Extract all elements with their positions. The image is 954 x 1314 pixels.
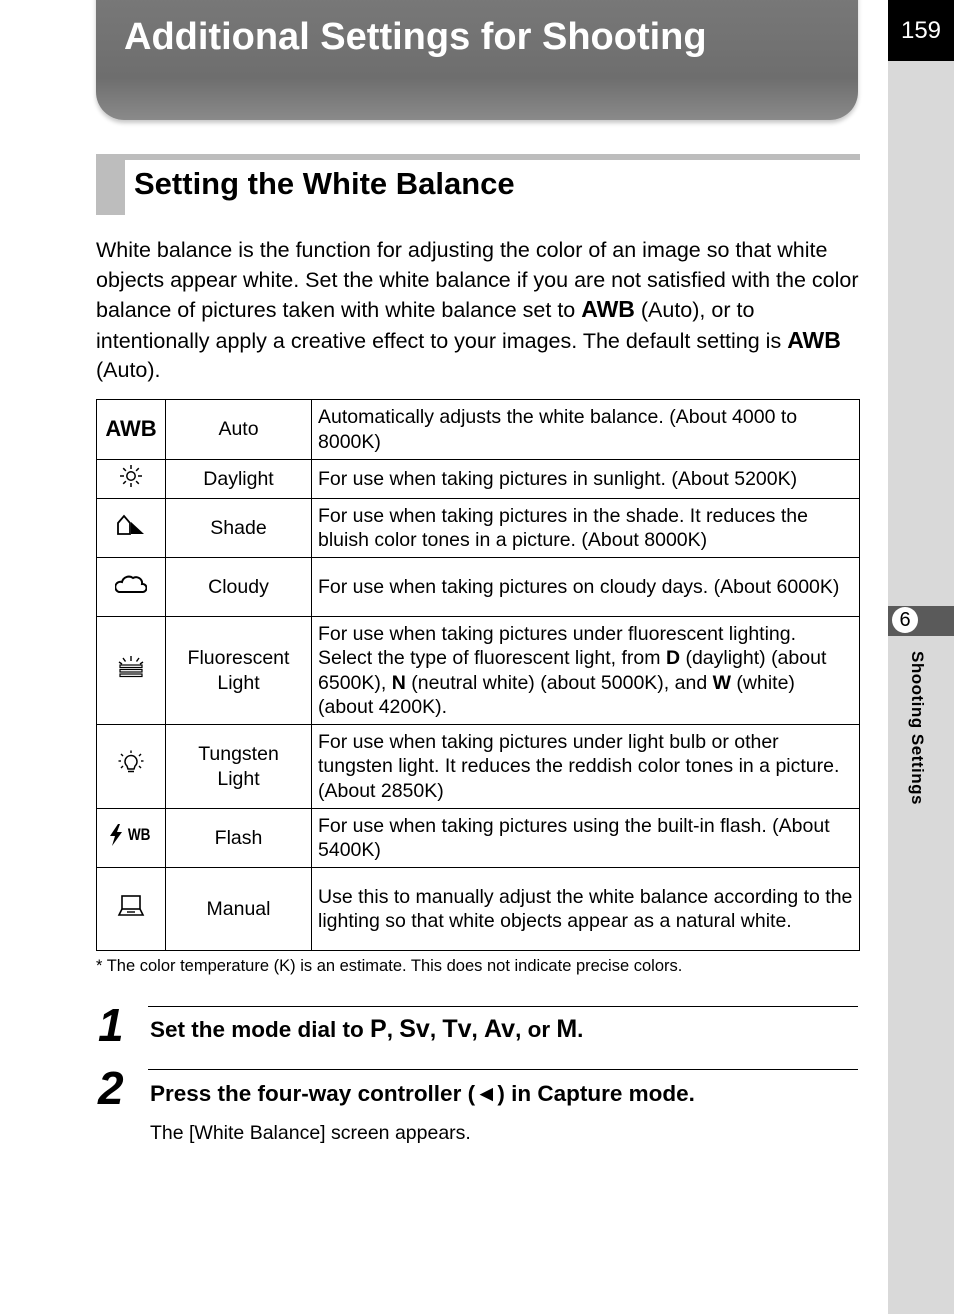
- neutral-code: N: [391, 671, 406, 694]
- mode-description: For use when taking pictures on cloudy days. (About 6000K): [312, 558, 860, 617]
- section-rule: [96, 154, 860, 160]
- fluorescent-icon: [117, 655, 145, 679]
- icon-cell: [97, 499, 166, 558]
- description-text: (daylight) (about 6500K),: [318, 647, 827, 694]
- white-code: W: [712, 671, 731, 694]
- tungsten-bulb-icon: [118, 750, 144, 776]
- step-instruction: [150, 1015, 583, 1044]
- separator: ,: [386, 1017, 400, 1042]
- step-divider: [148, 1006, 858, 1007]
- mode-name: Auto: [166, 400, 312, 460]
- mode-p: P: [370, 1015, 387, 1043]
- awb-icon: AWB: [581, 296, 635, 322]
- chapter-number: 6: [892, 607, 918, 633]
- icon-cell: [97, 809, 166, 868]
- page-title: Additional Settings for Shooting: [124, 16, 707, 58]
- mode-tv: Tv: [442, 1015, 472, 1043]
- mode-description: Use this to manually adjust the white balance according to the lighting so that white objects appear as a natural white.: [312, 868, 860, 951]
- step-instruction: Press the four-way controller (◄) in Capture mode.: [150, 1081, 695, 1106]
- icon-cell: [97, 460, 166, 499]
- mode-name: Manual: [166, 868, 312, 951]
- section-title: Setting the White Balance: [134, 166, 515, 201]
- intro-text: White balance is the function for adjusting the color of an image so that white objects appear white. Set the white balance if you are not satisfied with the color balance of pictures taken with white balance set to: [96, 238, 859, 322]
- mode-name: [166, 725, 312, 809]
- step-result: The [White Balance] screen appears.: [150, 1122, 471, 1144]
- table-row: [97, 460, 860, 499]
- step-text: Set the mode dial to: [150, 1017, 371, 1042]
- step-divider: [148, 1069, 858, 1070]
- separator: ,: [429, 1017, 443, 1042]
- mode-description: For use when taking pictures in the shade. It reduces the bluish color tones in a picture. (About 8000K): [312, 499, 860, 558]
- shade-house-icon: [116, 514, 146, 536]
- description-text: (white) (about 4200K).: [318, 671, 795, 718]
- table-row: [97, 725, 860, 809]
- mode-name: Shade: [166, 499, 312, 558]
- wb-label: WB: [127, 825, 151, 845]
- manual-wb-icon: [117, 894, 145, 918]
- table-row: [97, 617, 860, 725]
- icon-cell: [97, 617, 166, 725]
- lightning-icon: [109, 824, 123, 846]
- daylight-code: D: [665, 647, 681, 669]
- page-number: 159: [888, 0, 954, 61]
- separator: , or: [515, 1017, 557, 1042]
- mode-name: Daylight: [166, 460, 312, 499]
- awb-icon: AWB: [787, 326, 841, 353]
- table-row: [97, 809, 860, 868]
- intro-text: (Auto).: [96, 358, 161, 382]
- icon-cell: [97, 725, 166, 809]
- table-row: [97, 868, 860, 951]
- mode-description: [312, 617, 860, 725]
- mode-m: M: [556, 1015, 578, 1043]
- period: .: [577, 1017, 584, 1042]
- cloud-icon: [115, 573, 147, 595]
- mode-description: For use when taking pictures in sunlight. (About 5200K): [312, 460, 860, 499]
- separator: ,: [471, 1017, 485, 1042]
- table-row: [97, 400, 860, 460]
- icon-cell: [97, 400, 166, 460]
- table-footnote: * The color temperature (K) is an estimate. This does not indicate precise colors.: [96, 957, 683, 975]
- intro-text: (Auto), or to intentionally apply a creative effect to your images. The default setting is: [96, 298, 788, 353]
- mode-name: [166, 617, 312, 725]
- daylight-sun-icon: [119, 464, 143, 488]
- description-text: For use when taking pictures under fluorescent lighting. Select the type of fluorescent light, from: [318, 622, 797, 669]
- chapter-title: Shooting Settings: [908, 651, 927, 805]
- icon-cell: [97, 558, 166, 617]
- mode-name-line: Light: [217, 671, 260, 694]
- mode-name-line: Light: [217, 767, 260, 790]
- mode-description: Automatically adjusts the white balance. (About 4000 to 8000K): [312, 400, 860, 460]
- intro-paragraph: [96, 236, 866, 386]
- mode-description: For use when taking pictures under light bulb or other tungsten light. It reduces the reddish color tones in a picture. (About 2850K): [312, 725, 860, 809]
- icon-cell: [97, 868, 166, 951]
- mode-description: For use when taking pictures using the built-in flash. (About 5400K): [312, 809, 860, 868]
- table-row: [97, 499, 860, 558]
- mode-name-line: Fluorescent: [187, 647, 290, 669]
- mode-name: Flash: [166, 809, 312, 868]
- mode-name-line: Tungsten: [198, 743, 279, 765]
- mode-av: Av: [484, 1015, 516, 1043]
- white-balance-table: [96, 399, 860, 951]
- awb-icon: AWB: [105, 415, 157, 441]
- section-marker: [96, 154, 125, 215]
- step-number: 1: [98, 999, 124, 1051]
- flash-wb-icon: [109, 823, 153, 848]
- mode-name: Cloudy: [166, 558, 312, 617]
- description-text: (neutral white) (about 5000K), and: [405, 671, 713, 694]
- table-row: [97, 558, 860, 617]
- mode-sv: Sv: [399, 1015, 430, 1043]
- step-number: 2: [98, 1062, 124, 1114]
